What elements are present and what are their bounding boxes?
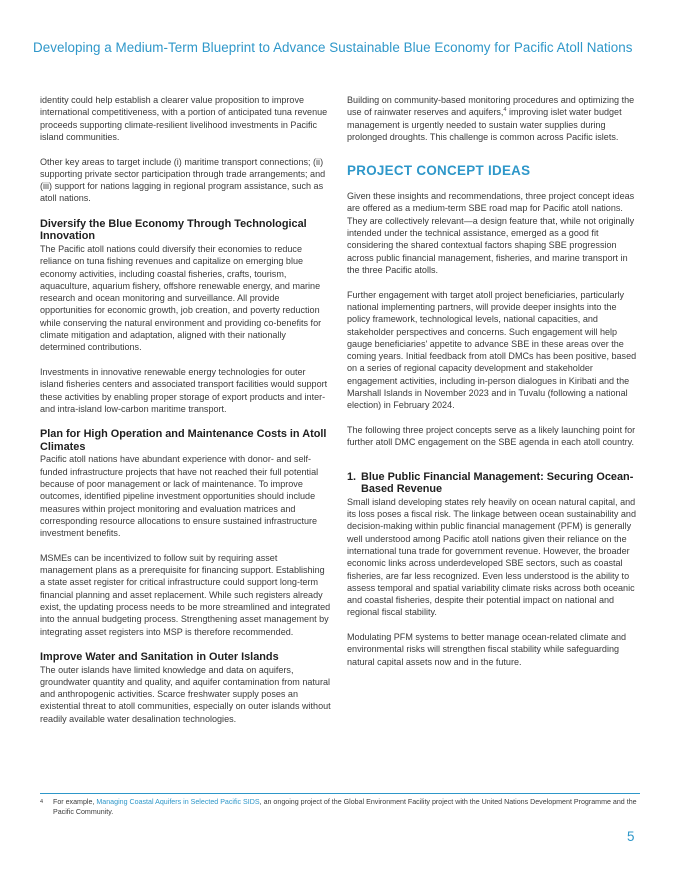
subheading-water-sanitation: Improve Water and Sanitation in Outer Islands: [40, 650, 279, 663]
subheading-plan-costs: Plan for High Operation and Maintenance Costs in Atoll Climates: [40, 428, 327, 453]
subheading-blue-pfm: [347, 471, 641, 496]
paragraph: Small island developing states rely heavily on ocean natural capital, and its loss poses a fiscal risk. The linkage between ocean sustainability and decision-making within public financial management (PFM) is generally well understood among Pacific atoll nations given their reliance on the international tuna trade for government revenue. However, the broader economic links across underdeveloped SBE sectors, such as coastal fisheries, are far less recognized. Even less understood is the ability to assess temporal and spatial variability climate risks across both oceanic and coastal fisheries, despite their potential impact on national and regional fiscal stability.: [347, 496, 636, 618]
footnote: [40, 798, 640, 817]
paragraph: [347, 94, 641, 143]
paragraph: Given these insights and recommendations, three project concept ideas are offered as a medium-term SBE road map for Pacific atoll nations. They are collectively relevant—a design feature that, while not originally intended under the technical assistance, emerged as a good fit considering the shared contextual factors shaping SBE progression across public financial management, fisheries, and marine transport in the three Pacific atolls.: [347, 191, 635, 275]
paragraph: The outer islands have limited knowledge and data on aquifers, groundwater quantity and quality, and aquifer contamination from natural and anthropogenic activities. Scarce freshwater supply poses an existential threat to atoll communities, especially on outer islands without readily available water desalination technologies.: [40, 664, 331, 724]
section-title: PROJECT CONCEPT IDEAS: [347, 163, 531, 179]
paragraph: MSMEs can be incentivized to follow suit by requiring asset management plans as a prerequisite for financing support. Establishing a state asset register for critical infrastructure could support long-term financial planning and asset replacement. While such registers already exist, the updating process needs to be more streamlined and integrated into the annual budgeting process. Strengthening asset management by integrating asset registers into MSP is therefore recommended.: [40, 552, 331, 637]
paragraph: Investments in innovative renewable energy technologies for outer island fisheries centers and associated transport facilities would support these activities by enabling proper storage of export products and inter- and intra-island low-carbon maritime transport.: [40, 367, 328, 414]
paragraph-text: Building on community-based monitoring procedures and optimizing the use of rainwater reserves and aquifers,: [347, 95, 635, 118]
footnote-mark: 4: [40, 799, 44, 805]
paragraph: Pacific atoll nations have abundant experience with donor- and self-funded infrastructure projects that have not reached their full potential because of poor management or lack of maintenance. To improve outcomes, identified pipeline investment opportunities should include measures within project monitoring and evaluation matrices and corresponding resource allocations to ensure sustained infrastructure investment benefits.: [40, 454, 319, 539]
paragraph: The Pacific atoll nations could diversify their economies to reduce reliance on tuna fishing revenues and capitalize on emerging blue economy activities, including coastal fisheries, crafts, tourism, aquaculture, aquarium fishery, offshore renewable energy, and marine research and ocean monitoring and surveillance. All provide opportunities for economic growth, job creation, and poverty reduction while conserving the natural environment and providing co-benefits for climate mitigation and adaptation, aligned with their nationally determined contributions.: [40, 243, 322, 353]
left-column: [40, 94, 331, 725]
footnote-divider: [40, 793, 640, 794]
paragraph: Other key areas to target include (i) maritime transport connections; (ii) supporting private sector participation through trade arrangements; and (iii) support for nations lagging in regional program assistance, such as atoll nations.: [40, 156, 326, 204]
footnote-reference[interactable]: 4: [503, 107, 507, 114]
right-column: [347, 94, 641, 668]
footnote-text-after: , an ongoing project of the Global Environment Facility project with the United Nations Development Programme and the Pacific Community.: [53, 798, 637, 816]
paragraph: Further engagement with target atoll project beneficiaries, particularly national implementing partners, will provide deeper insights into the policy framework, technological levels, national capacities, and stakeholder perspectives and concerns. Such engagement will help gauge beneficiaries' appetite to advance SBE in these areas over the coming years. Initial feedback from atoll DMCs has been positive, based on a series of regional capacity development and stakeholder engagement activities, including in-person dialogues in Kiribati and the Marshall Islands in November 2023 and in Tuvalu (following a national election) in February 2024.: [347, 289, 637, 411]
paragraph-text: improving islet water budget management is urgently needed to sustain water supplies during prolonged droughts. This challenge is common across Pacific islets.: [347, 107, 622, 142]
page-number: 5: [627, 829, 635, 844]
footnote-text: [53, 798, 640, 817]
footnote-text-before: For example,: [53, 798, 97, 806]
paragraph: identity could help establish a clearer value proposition to improve international competitiveness, with a portion of anticipated tuna revenue proceeds supporting climate-resilient livelihood investments in Pacific island communities.: [40, 95, 328, 142]
paragraph: Modulating PFM systems to better manage ocean-related climate and environmental risks will strengthen fiscal stability while safeguarding natural capital assets now and in the future.: [347, 632, 627, 667]
paragraph: The following three project concepts serve as a likely launching point for further atoll DMC engagement on the SBE agenda in each atoll country.: [347, 425, 636, 448]
footnote-link[interactable]: Managing Coastal Aquifers in Selected Pacific SIDS: [96, 798, 260, 806]
page-header-title: Developing a Medium-Term Blueprint to Advance Sustainable Blue Economy for Pacific Atoll Nations: [33, 40, 633, 55]
subheading-diversify: Diversify the Blue Economy Through Technological Innovation: [40, 217, 307, 243]
subheading-text: Blue Public Financial Management: Securing Ocean-Based Revenue: [361, 470, 634, 496]
subheading-number: 1.: [347, 470, 357, 483]
